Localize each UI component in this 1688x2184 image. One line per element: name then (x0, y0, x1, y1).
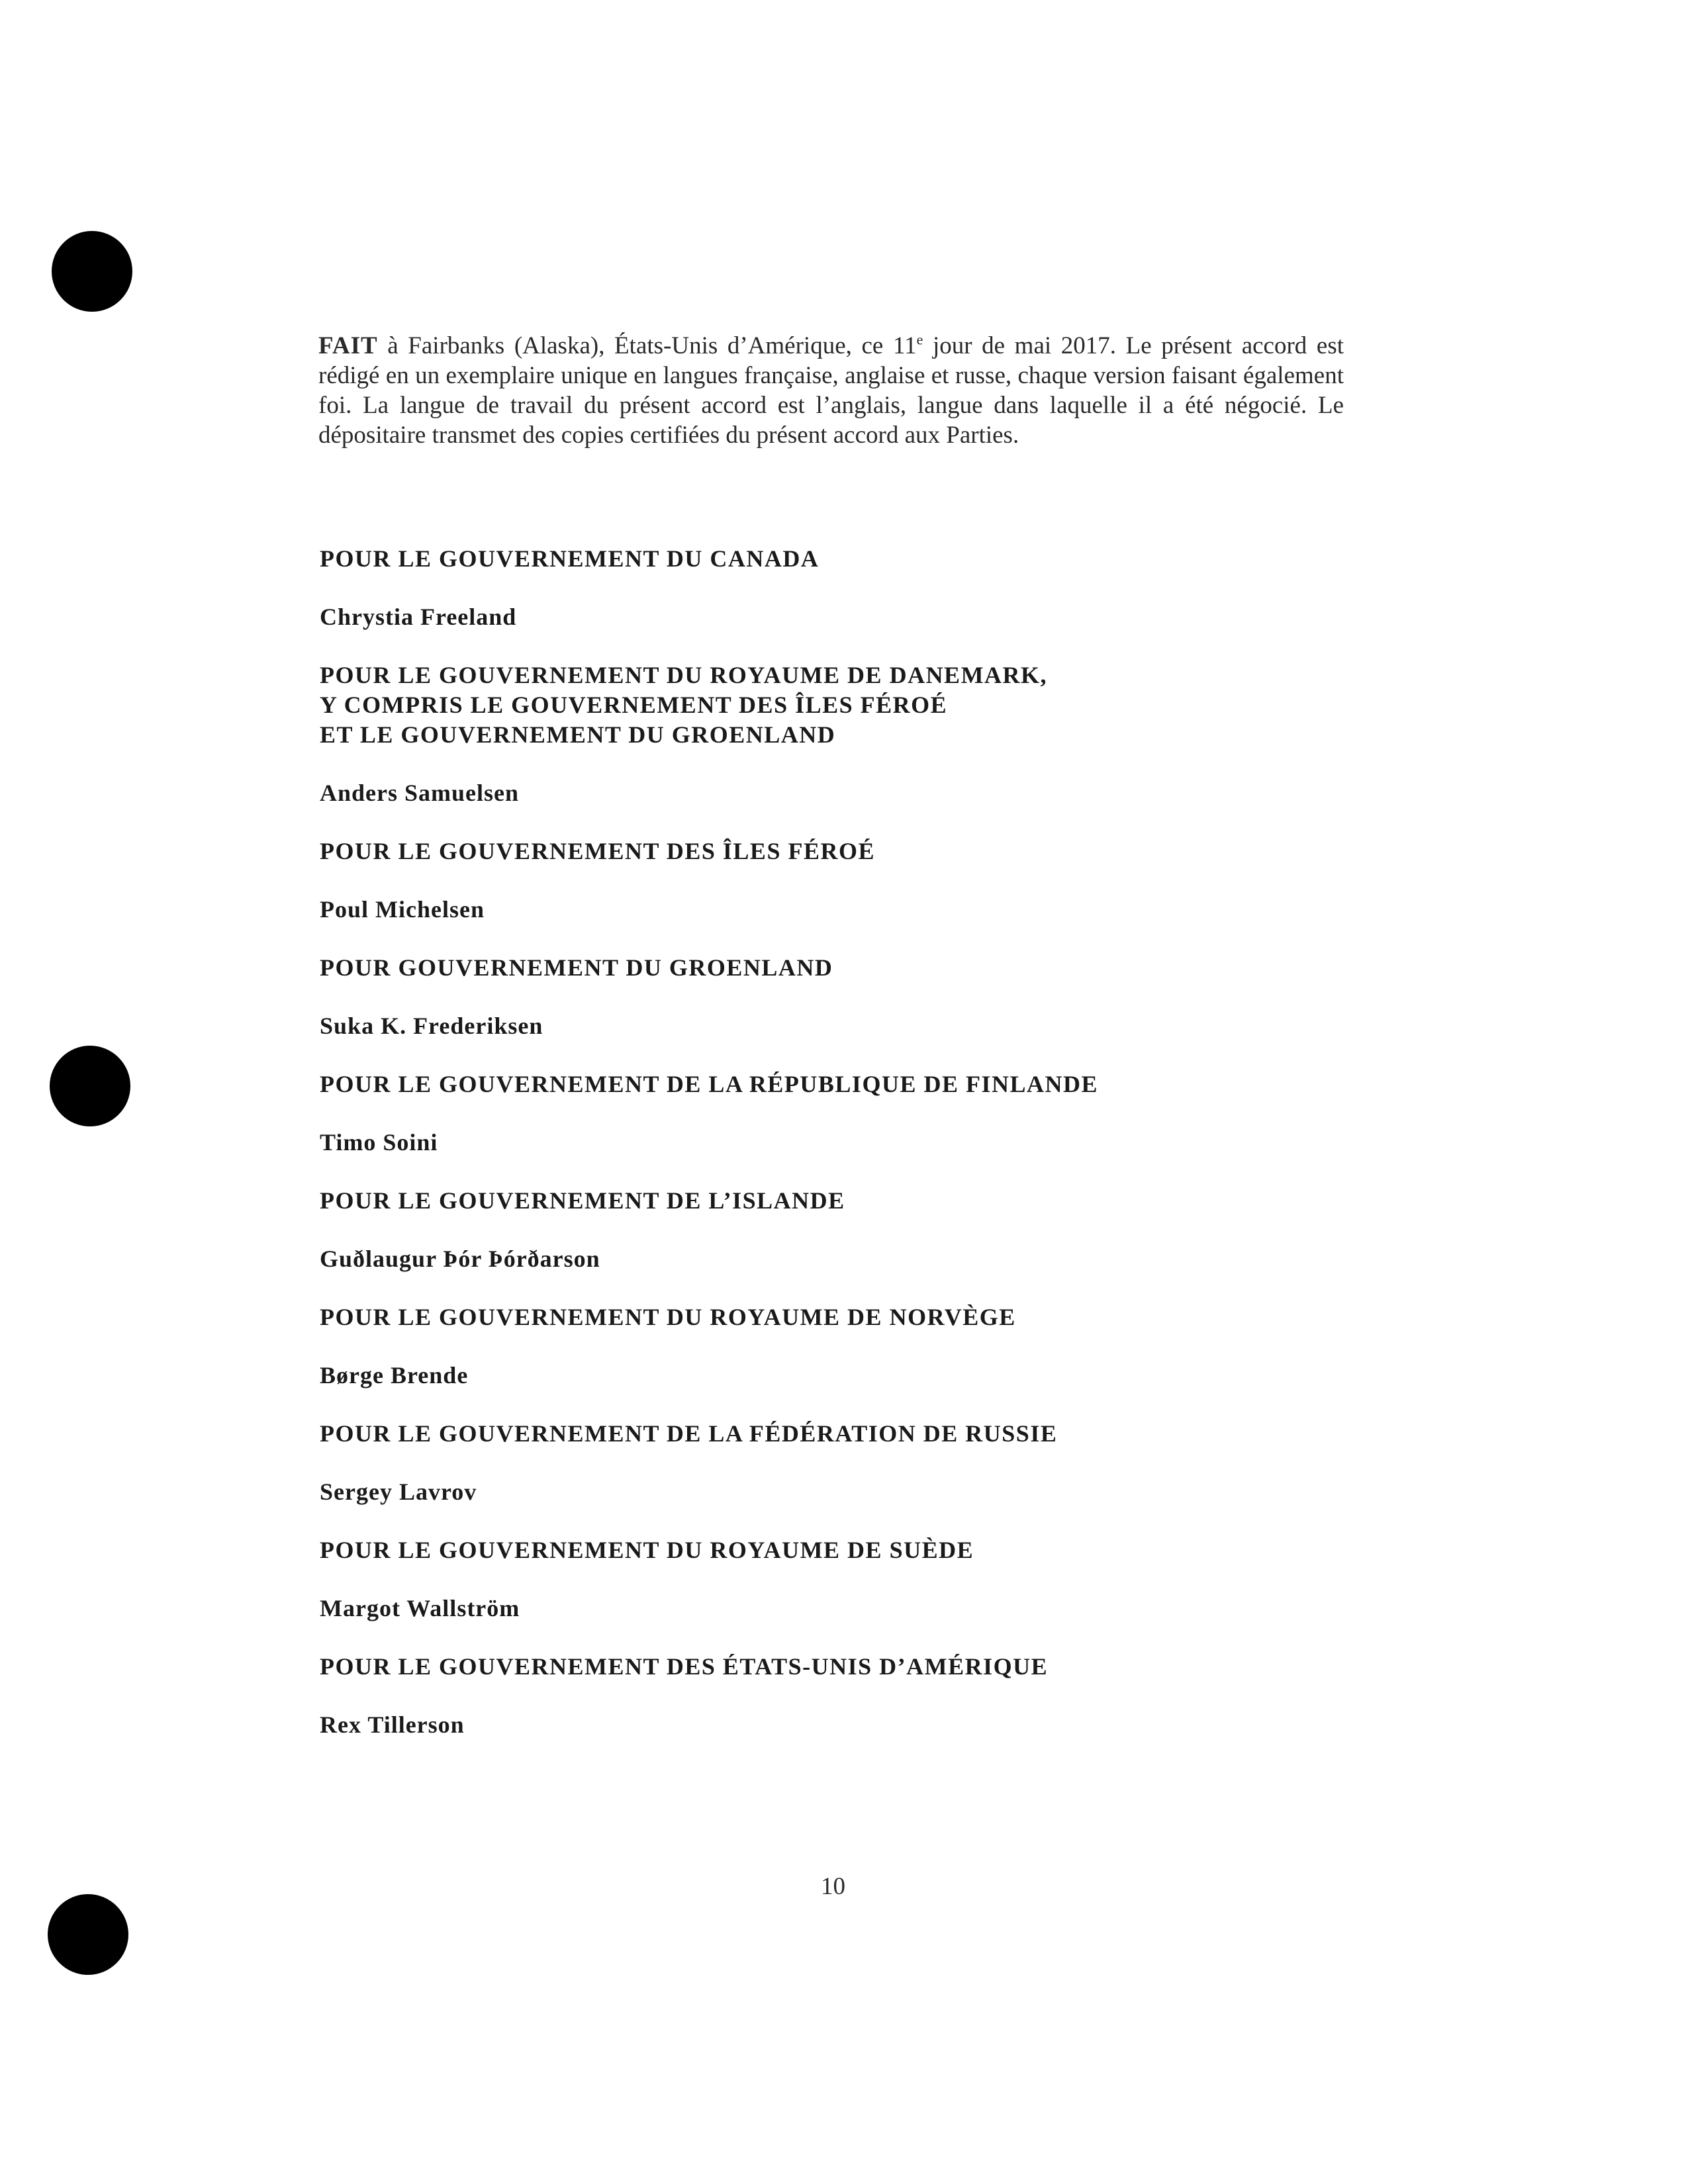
signatory-block (320, 1652, 1445, 1740)
government-heading: POUR LE GOUVERNEMENT DE LA FÉDÉRATION DE RUSSIE (320, 1420, 1058, 1447)
signatory-name: Margot Wallström (320, 1595, 520, 1621)
closing-lead: FAIT (318, 332, 378, 359)
punch-hole-middle (50, 1046, 130, 1126)
signatory-list (320, 544, 1445, 1768)
signatory-block (320, 544, 1445, 632)
closing-paragraph (318, 331, 1344, 450)
punch-hole-bottom (48, 1894, 128, 1975)
government-heading: POUR LE GOUVERNEMENT DU CANADA (320, 545, 820, 572)
punch-hole-top (52, 231, 132, 312)
signatory-name: Guðlaugur Þór Þórðarson (320, 1246, 600, 1272)
signatory-name: Rex Tillerson (320, 1711, 465, 1738)
signatory-block (320, 660, 1445, 808)
signatory-block (320, 1419, 1445, 1507)
government-heading: POUR LE GOUVERNEMENT DE LA RÉPUBLIQUE DE FINLANDE (320, 1071, 1098, 1097)
signatory-block (320, 1302, 1445, 1390)
government-heading: POUR LE GOUVERNEMENT DE L’ISLANDE (320, 1187, 845, 1214)
closing-text-start: à Fairbanks (Alaska), États-Unis d’Amérique, ce 11 (377, 332, 917, 359)
government-heading: POUR LE GOUVERNEMENT DES ÎLES FÉROÉ (320, 838, 875, 864)
government-heading: POUR GOUVERNEMENT DU GROENLAND (320, 954, 833, 981)
page-number: 10 (821, 1873, 845, 1900)
government-heading: POUR LE GOUVERNEMENT DU ROYAUME DE DANEMARK, Y COMPRIS LE GOUVERNEMENT DES ÎLES FÉROÉ ET LE GOUVERNEMENT DU GROENLAND (320, 662, 1048, 748)
signatory-block (320, 1535, 1445, 1623)
signatory-block (320, 837, 1445, 925)
signatory-name: Poul Michelsen (320, 896, 485, 923)
signatory-name: Suka K. Frederiksen (320, 1013, 543, 1039)
government-heading: POUR LE GOUVERNEMENT DU ROYAUME DE NORVÈGE (320, 1304, 1016, 1330)
signatory-name: Børge Brende (320, 1362, 469, 1388)
signatory-block (320, 1186, 1445, 1274)
signatory-name: Chrystia Freeland (320, 604, 517, 630)
government-heading: POUR LE GOUVERNEMENT DU ROYAUME DE SUÈDE (320, 1537, 974, 1563)
signatory-block (320, 953, 1445, 1041)
signatory-name: Anders Samuelsen (320, 780, 520, 806)
signatory-block (320, 1069, 1445, 1158)
ordinal-suffix: e (916, 331, 923, 348)
closing-text-end: jour de mai 2017. Le présent accord est rédigé en un exemplaire unique en langues française, anglaise et russe, chaque version faisant également foi. La langue de travail du présent accord est l’anglais, langue dans laquelle il a été négocié. Le dépositaire transmet des copies certifiées du présent accord aux Parties. (318, 332, 1344, 449)
government-heading: POUR LE GOUVERNEMENT DES ÉTATS-UNIS D’AMÉRIQUE (320, 1653, 1049, 1680)
signatory-name: Timo Soini (320, 1129, 438, 1156)
signatory-name: Sergey Lavrov (320, 1479, 477, 1505)
